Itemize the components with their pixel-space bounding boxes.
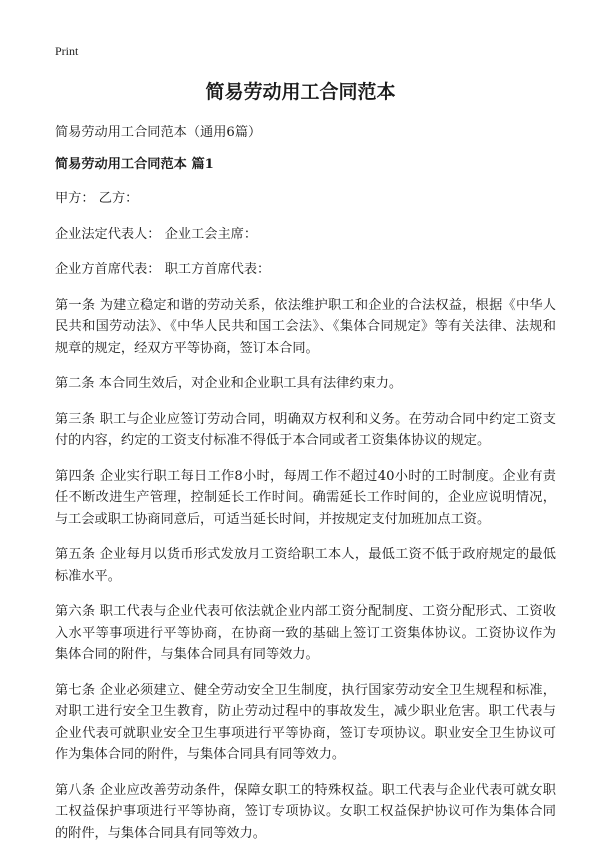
page-title: 简易劳动用工合同范本 (55, 80, 556, 104)
print-link[interactable]: Print (55, 44, 78, 58)
article-5: 第五条 企业每月以货币形式发放月工资给职工本人，最低工资不低于政府规定的最低标准水平。 (55, 544, 556, 587)
section-heading: 简易劳动用工合同范本 篇1 (55, 156, 556, 174)
party-line: 甲方： 乙方： (55, 188, 556, 210)
chief-representative-line: 企业方首席代表： 职工方首席代表： (55, 259, 556, 281)
article-2: 第二条 本合同生效后，对企业和企业职工具有法律约束力。 (55, 373, 556, 395)
article-8: 第八条 企业应改善劳动条件，保障女职工的特殊权益。职工代表与企业代表可就女职工权益保护事项进行平等协商，签订专项协议。女职工权益保护协议可作为集体合同的附件，与集体合同具有同等效力。 (55, 780, 556, 844)
article-6: 第六条 职工代表与企业代表可依法就企业内部工资分配制度、工资分配形式、工资收入水平等事项进行平等协商，在协商一致的基础上签订工资集体协议。工资协议作为集体合同的附件，与集体合同具有同等效力。 (55, 601, 556, 666)
article-7: 第七条 企业必须建立、健全劳动安全卫生制度，执行国家劳动安全卫生规程和标准，对职工进行安全卫生教育，防止劳动过程中的事故发生，减少职业危害。职工代表与企业代表可就职业安全卫生事项进行平等协商，签订专项协议。职业安全卫生协议可作为集体合同的附件，与集体合同具有同等效力。 (55, 680, 556, 766)
article-1: 第一条 为建立稳定和谐的劳动关系，依法维护职工和企业的合法权益，根据《中华人民共和国劳动法》、《中华人民共和国工会法》、《集体合同规定》等有关法律、法规和规章的规定，经双方平等协商，签订本合同。 (55, 295, 556, 360)
article-4: 第四条 企业实行职工每日工作8小时，每周工作不超过40小时的工时制度。企业有责任不断改进生产管理，控制延长工作时间。确需延长工作时间的，企业应说明情况，与工会或职工协商同意后，可适当延长时间，并按规定支付加班加点工资。 (55, 466, 556, 531)
representative-line: 企业法定代表人： 企业工会主席： (55, 224, 556, 246)
article-3: 第三条 职工与企业应签订劳动合同，明确双方权利和义务。在劳动合同中约定工资支付的内容，约定的工资支付标准不得低于本合同或者工资集体协议的规定。 (55, 409, 556, 452)
document-subtitle: 简易劳动用工合同范本（通用6篇） (55, 124, 556, 142)
